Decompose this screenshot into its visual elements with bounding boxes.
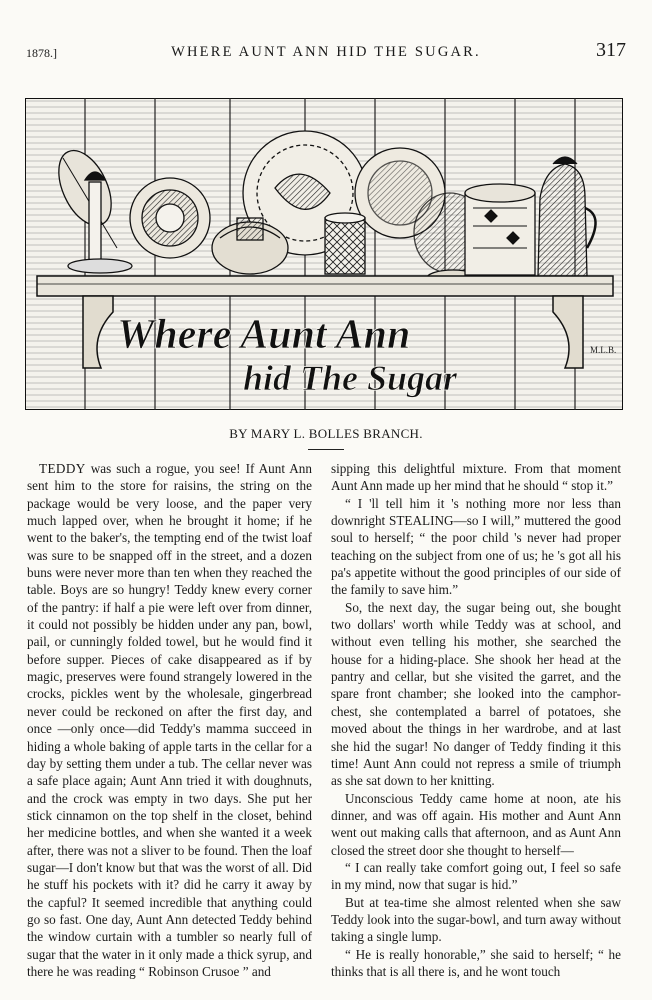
- shelf-engraving: [25, 98, 623, 410]
- running-header: [26, 39, 626, 66]
- header-date: 1878.]: [26, 46, 57, 60]
- paragraph: “ I can really take comfort going out, I feel so safe in my mind, now that sugar is hid.”: [331, 859, 621, 893]
- paragraph: sipping this delightful mixture. From that moment Aunt Ann made up her mind that he should “ stop it.”: [331, 461, 621, 494]
- byline-rule: [308, 449, 344, 450]
- artist-monogram: M.L.B.: [590, 345, 617, 355]
- column-left: [27, 460, 312, 980]
- illustration-title-line1: Where Aunt Ann: [117, 312, 411, 358]
- illustration-title-line2: hid The Sugar: [243, 358, 458, 398]
- paragraph: But at tea-time she almost relented when she saw Teddy look into the sugar-bowl, and turn away without taking a single lump.: [331, 894, 621, 945]
- title-illustration: [25, 98, 623, 410]
- lead-word: TEDDY: [39, 461, 86, 476]
- column-right: [331, 460, 621, 980]
- paragraph: “ I 'll tell him it 's nothing more nor less than downright STEALING—so I will,” muttered the good soul to herself; “ the poor child 's never had proper teaching on the subject from one of us; he 's got all his pa's appetite without the good principles of our side of the family to save him.”: [331, 495, 621, 598]
- paragraph: So, the next day, the sugar being out, she bought two dollars' worth while Teddy was at school, and without even telling his mother, she searched the house for a hiding-place. She shook her head at the pantry and cellar, but she visited the garret, and the spare front chamber; she looked into the camphor-chest, she contemplated a barrel of potatoes, she moved about the things in her wardrobe, and at last she hid the sugar! No danger of Teddy finding it this time! Aunt Ann could not repress a smile of triumph as she sat down to her knitting.: [331, 599, 621, 789]
- running-title: WHERE AUNT ANN HID THE SUGAR.: [171, 44, 481, 60]
- paragraph: Unconscious Teddy came home at noon, ate his dinner, and was off again. His mother and Aunt Ann went out making calls that afternoon, and as Aunt Ann closed the street door she thought to herself—: [331, 790, 621, 858]
- paragraph: [27, 460, 312, 980]
- byline: BY MARY L. BOLLES BRANCH.: [229, 426, 423, 441]
- paragraph: “ He is really honorable,” she said to herself; “ he thinks that is all there is, and he wont touch: [331, 946, 621, 979]
- page-number: 317: [596, 39, 626, 61]
- paragraph-text: was such a rogue, you see! If Aunt Ann sent him to the store for raisins, the string on the package would be very loose, and the paper very much lapped over, when he brought it home; if he went to the baker's, the tempting end of the twist loaf was sure to be snapped off in the street, and a dozen buns were never more than ten when they reached the table. Boys are so hungry! Teddy knew every corner of the pantry: if half a pie were left over from dinner, it could not possibly be hidden under any pan, bowl, pail, or cunningly folded towel, but he would find it before supper. Pieces of cake disappeared as if by magic, preserves were found strangely lowered in the crocks, pickles went by the wholesale, gingerbread never could be reckoned on after the first day, and once —only once—did Teddy's mamma succeed in hiding a whole baking of apple tarts in the cellar for a day by setting them under a tub. The cellar never was a safe place again; Aunt Ann tried it with doughnuts, and the crock was empty in two days. She put her stick cinnamon on the top shelf in the closet, behind her medicine bottles, and when she wanted it a week after, there was not a sliver to be found. Then the loaf sugar—I don't know but that was the worst of all. Did he stuff his pockets with it? did he carry it away by the capful? It seemed incredible that anything could go so fast. One day, Aunt Ann detected Teddy behind the window curtain with a tumbler so nearly full of sugar that the water in it only made a thick syrup, and there he was reading “ Robinson Crusoe ” and: [27, 461, 312, 979]
